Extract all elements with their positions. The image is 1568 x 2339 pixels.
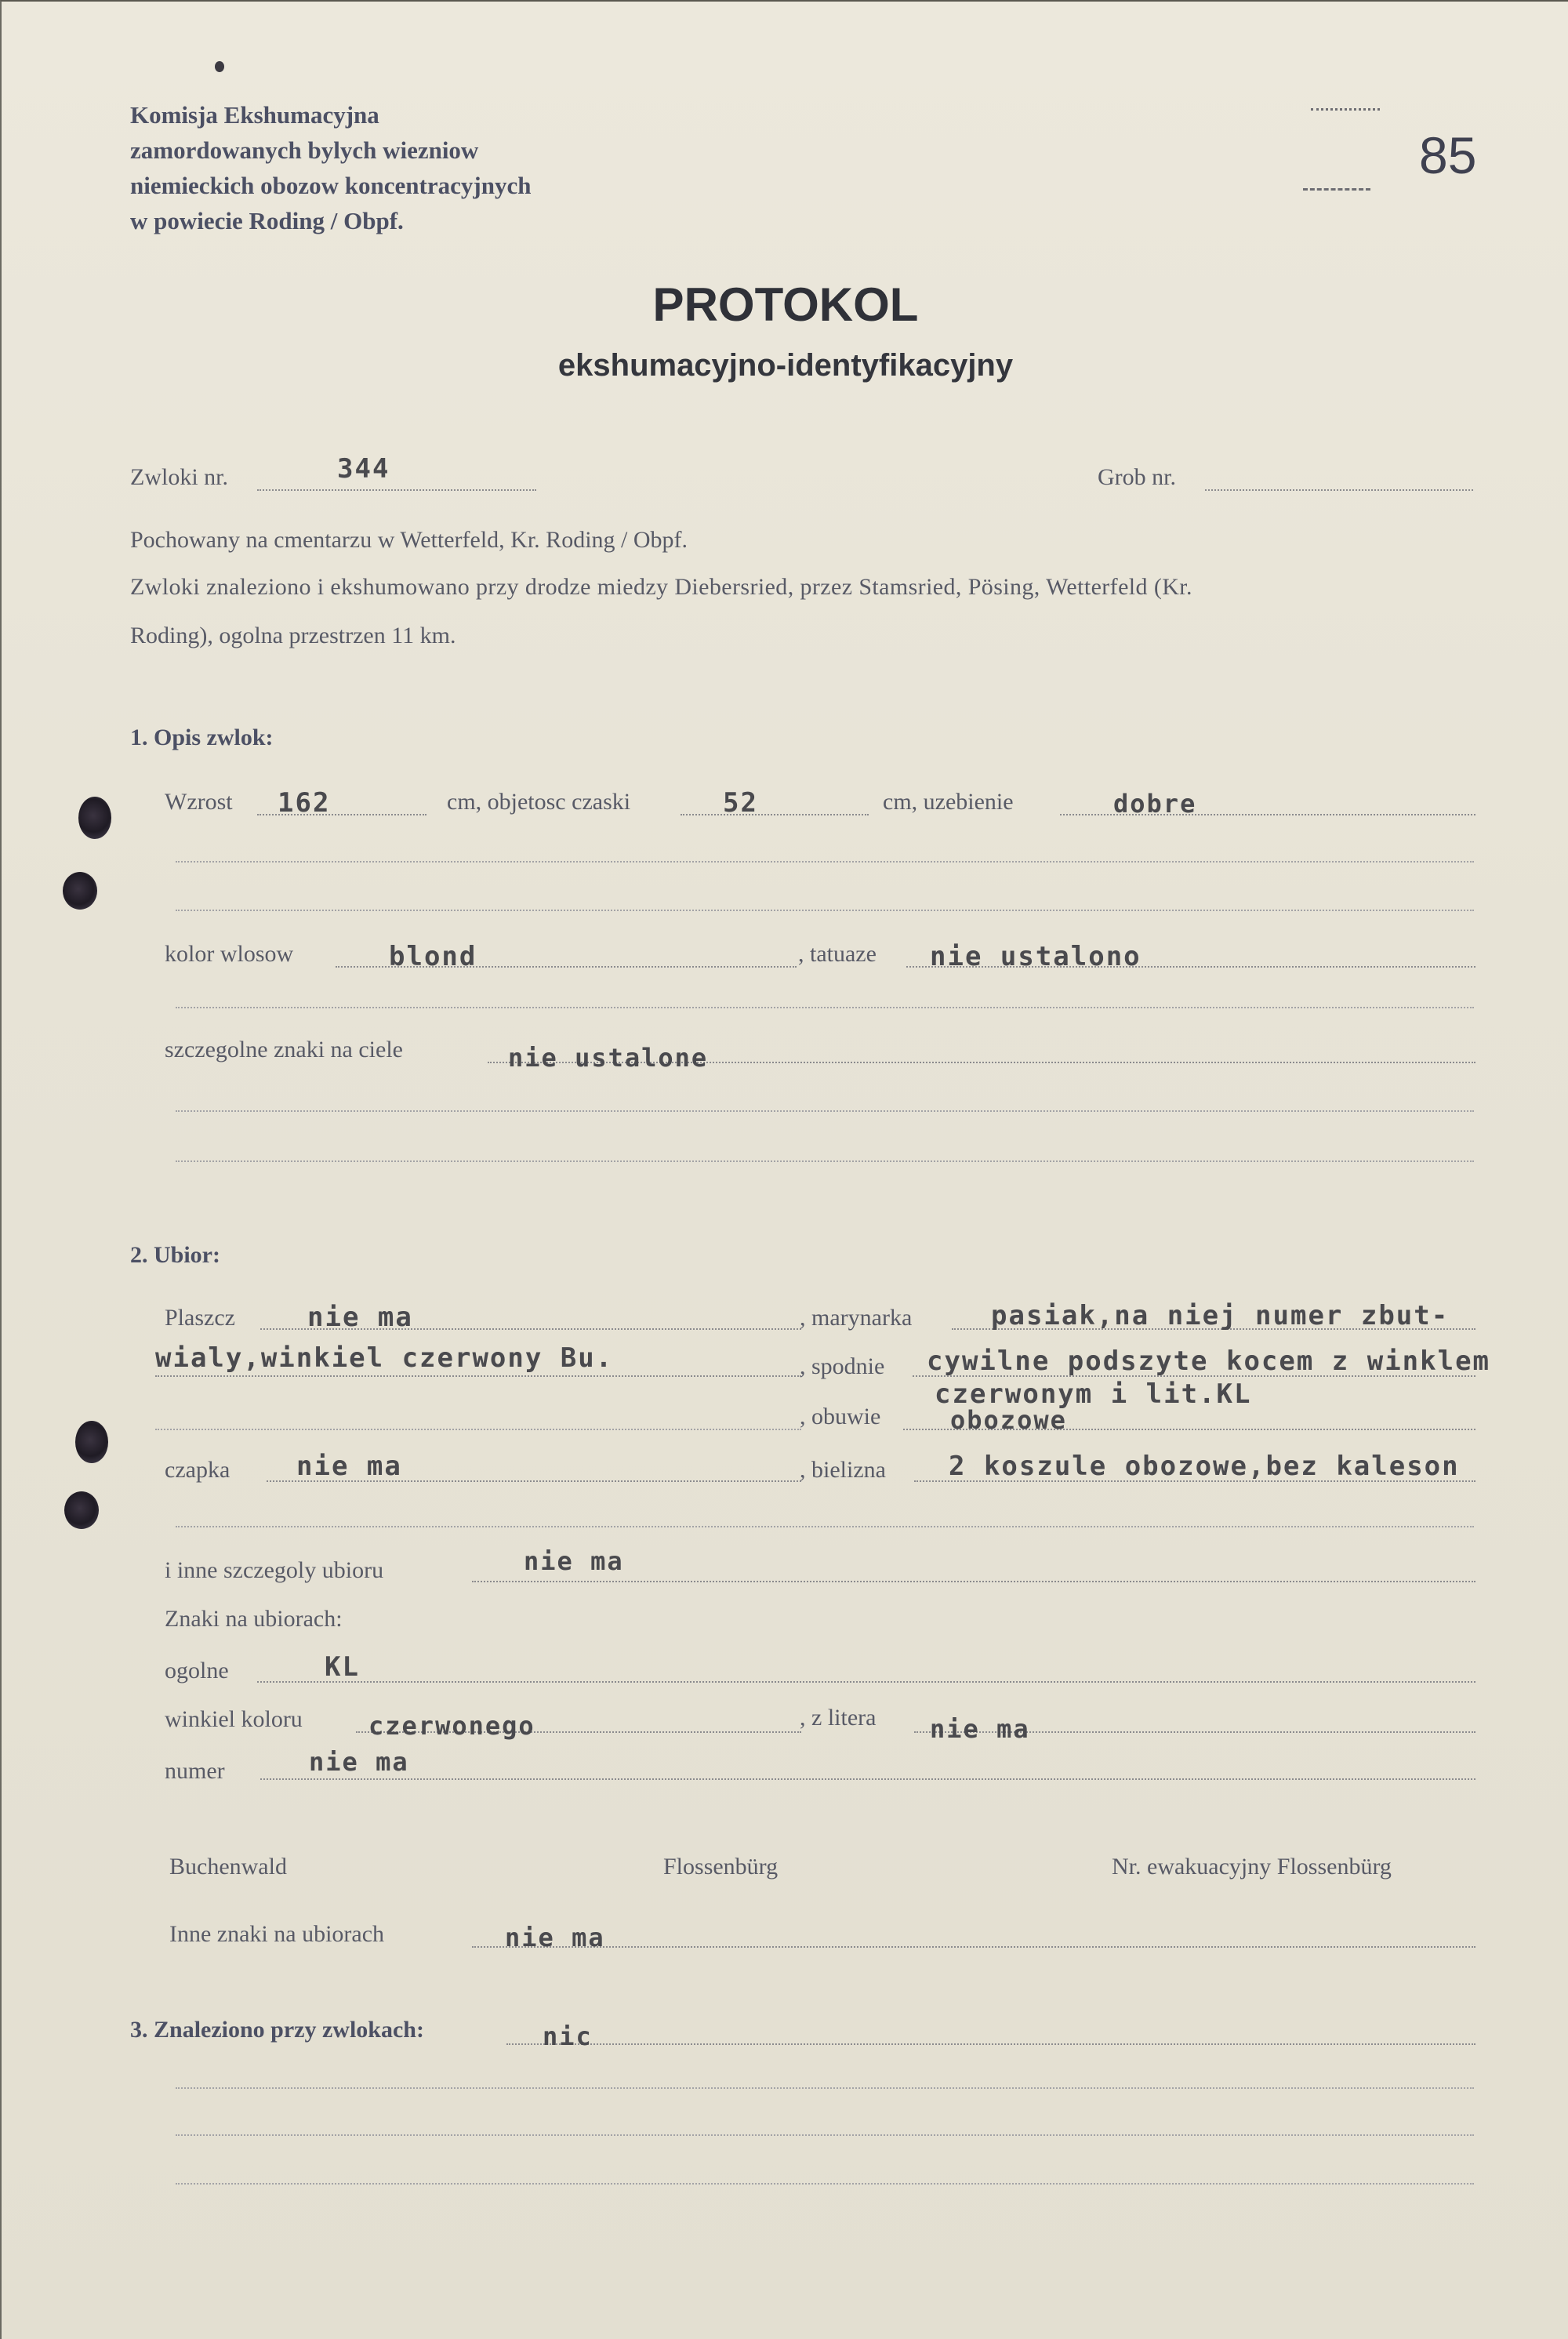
numer-field-line — [260, 1778, 1475, 1780]
uzebienie-value: dobre — [1113, 789, 1197, 819]
marynarka-continuation: wialy,winkiel czerwony Bu. — [155, 1342, 614, 1374]
obuwie-label: , obuwie — [800, 1404, 881, 1429]
znaki-label: szczegolne znaki na ciele — [165, 1037, 403, 1062]
blank-line — [176, 1160, 1474, 1162]
blank-line — [176, 910, 1474, 911]
numer-label: numer — [165, 1758, 225, 1784]
inne-znaki-field-line — [472, 1946, 1475, 1948]
section-3-field-line — [506, 2043, 1475, 2045]
header-line-4: w powiecie Roding / Obpf. — [130, 207, 404, 234]
header-line-2: zamordowanych bylych wiezniow — [130, 136, 479, 164]
ogolne-label: ogolne — [165, 1658, 229, 1683]
marynarka-label: , marynarka — [800, 1305, 913, 1331]
czaszka-field-line — [681, 814, 869, 815]
plaszcz-label: Plaszcz — [165, 1305, 235, 1331]
wlosy-label: kolor wlosow — [165, 941, 294, 967]
punch-hole — [64, 1491, 99, 1529]
wzrost-label: Wzrost — [165, 789, 233, 815]
litera-label: , z litera — [800, 1705, 877, 1731]
cm-skull-label: cm, objetosc czaski — [447, 789, 631, 815]
burial-line-3: Roding), ogolna przestrzen 11 km. — [130, 623, 456, 648]
inne-label: i inne szczegoly ubioru — [165, 1557, 384, 1583]
punch-hole — [63, 872, 97, 910]
faint-mark — [1303, 188, 1370, 191]
bielizna-value: 2 koszule obozowe,bez kaleson — [949, 1451, 1460, 1482]
camp-flossenburg: Flossenbürg — [663, 1854, 779, 1880]
obuwie-value: obozowe — [950, 1405, 1067, 1435]
section-1-heading: 1. Opis zwlok: — [130, 725, 274, 750]
numer-value: nie ma — [309, 1747, 409, 1777]
evacuation-number-label: Nr. ewakuacyjny Flossenbürg — [1112, 1854, 1392, 1880]
header-line-3: niemieckich obozow koncentracyjnych — [130, 172, 532, 199]
czaszka-value: 52 — [723, 787, 758, 819]
document-subtitle: ekshumacyjno-identyfikacyjny — [557, 348, 1014, 383]
marynarka-cont-line — [155, 1375, 801, 1377]
inne-field-line — [472, 1581, 1475, 1582]
zwloki-field-line — [257, 489, 536, 491]
grob-label: Grob nr. — [1098, 464, 1176, 490]
burial-line-2: Zwloki znaleziono i ekshumowano przy drodze miedzy Diebersried, przez Stamsried, Pösing, Wetterfeld (Kr. — [130, 574, 1192, 600]
section-2-heading: 2. Ubior: — [130, 1242, 220, 1268]
blank-line — [176, 1110, 1474, 1112]
litera-value: nie ma — [930, 1714, 1030, 1744]
ink-dot — [215, 61, 224, 72]
wlosy-value: blond — [389, 941, 477, 972]
page-number: 85 — [1419, 126, 1477, 184]
blank-line — [176, 2183, 1474, 2185]
blank-line — [155, 1429, 801, 1430]
tatuaze-value: nie ustalono — [930, 941, 1142, 972]
plaszcz-value: nie ma — [307, 1302, 413, 1333]
znaki-heading: Znaki na ubiorach: — [165, 1606, 343, 1632]
blank-line — [176, 2134, 1474, 2136]
camp-buchenwald: Buchenwald — [169, 1854, 287, 1880]
bielizna-label: , bielizna — [800, 1457, 886, 1483]
punch-hole — [75, 1421, 108, 1463]
cm-teeth-label: cm, uzebienie — [883, 789, 1014, 815]
inne-value: nie ma — [524, 1546, 624, 1576]
marynarka-value: pasiak,na niej numer zbut- — [991, 1300, 1450, 1331]
znaki-value: nie ustalone — [508, 1043, 709, 1073]
faint-mark — [1311, 108, 1380, 111]
winkiel-value: czerwonego — [368, 1711, 535, 1741]
wzrost-value: 162 — [278, 787, 331, 819]
grob-field-line — [1205, 489, 1473, 491]
ogolne-value: KL — [325, 1651, 360, 1683]
header-line-1: Komisja Ekshumacyjna — [130, 101, 379, 129]
blank-line — [176, 1007, 1474, 1008]
inne-znaki-label: Inne znaki na ubiorach — [169, 1921, 385, 1947]
punch-hole — [78, 797, 111, 839]
blank-line — [176, 2087, 1474, 2089]
spodnie-value: cywilne podszyte kocem z winklem — [927, 1346, 1491, 1377]
zwloki-label: Zwloki nr. — [130, 464, 228, 490]
blank-line — [176, 861, 1474, 863]
section-3-value: nic — [543, 2021, 593, 2051]
winkiel-label: winkiel koloru — [165, 1706, 303, 1732]
czapka-label: czapka — [165, 1457, 230, 1483]
ogolne-field-line — [257, 1681, 1475, 1683]
document-title: PROTOKOL — [652, 278, 919, 331]
burial-line-1: Pochowany na cmentarzu w Wetterfeld, Kr. Roding / Obpf. — [130, 527, 688, 553]
blank-line — [176, 1526, 1474, 1527]
spodnie-label: , spodnie — [800, 1353, 885, 1379]
czapka-value: nie ma — [296, 1451, 402, 1482]
spodnie-continuation: czerwonym i lit.KL — [935, 1378, 1252, 1410]
zwloki-value: 344 — [337, 453, 390, 485]
tatuaze-label: , tatuaze — [798, 941, 877, 967]
inne-znaki-value: nie ma — [505, 1923, 605, 1952]
section-3-heading: 3. Znaleziono przy zwlokach: — [130, 2017, 424, 2043]
